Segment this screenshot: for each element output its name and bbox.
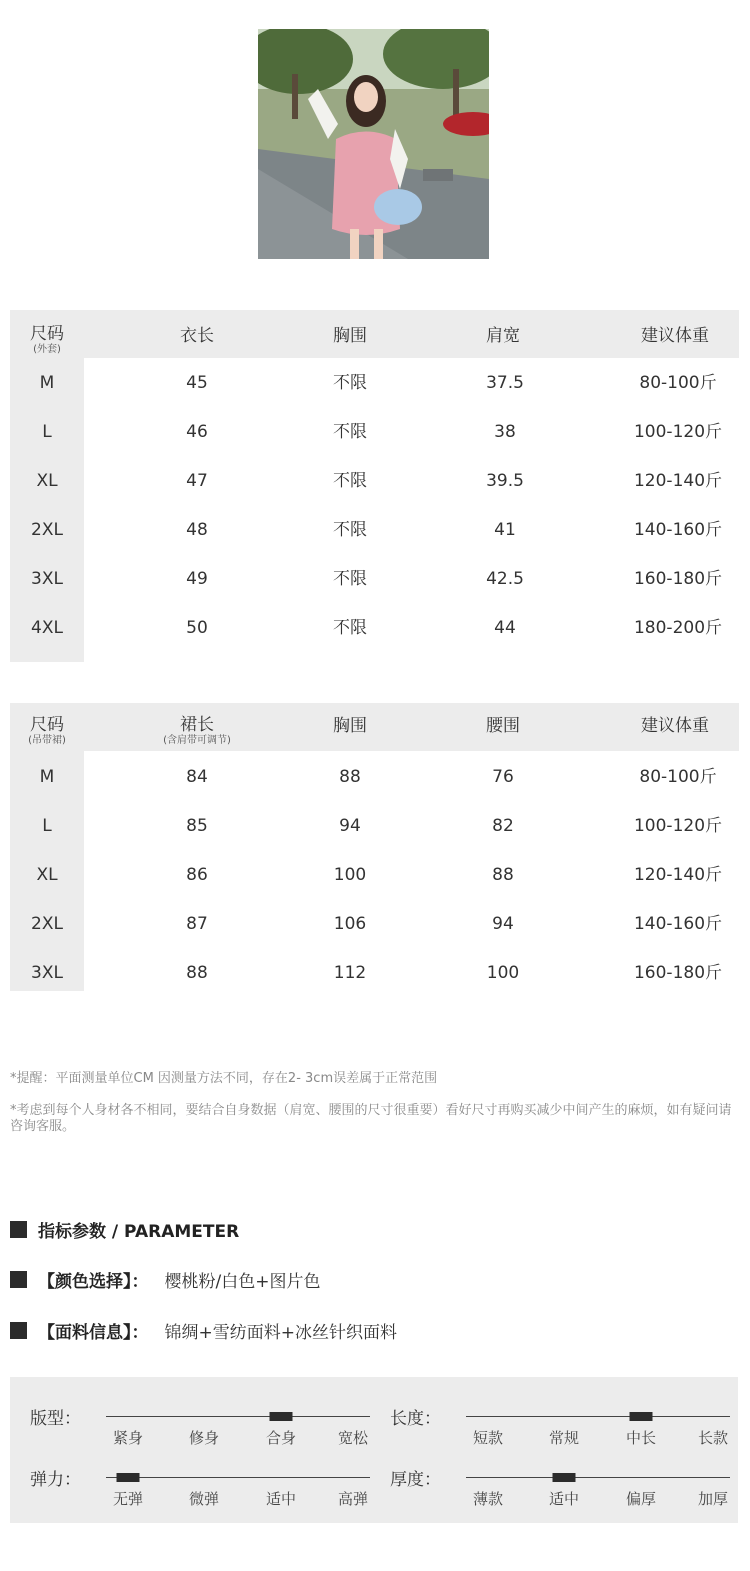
table-cell: 不限: [333, 422, 367, 442]
header-dress-length: 裙长 (含肩带可调节): [163, 715, 231, 746]
table-cell: 100: [486, 963, 520, 983]
scale-line: [466, 1477, 730, 1478]
table-cell: XL: [36, 471, 58, 491]
table-cell: 2XL: [31, 914, 63, 934]
measurement-note: *提醒：平面测量单位CM 因测量方法不同，存在2- 3cm误差属于正常范围: [10, 1071, 438, 1086]
scale-fit: 版型： 紧身 修身 合身 宽松: [30, 1409, 369, 1447]
fabric-info: 【面料信息】： 锦绸+雪纺面料+冰丝针织面料: [10, 1318, 397, 1342]
table-cell: 140-160斤: [633, 520, 723, 540]
table-cell: 不限: [333, 520, 367, 540]
header-shoulder: 肩宽: [486, 326, 520, 346]
scale-marker: [630, 1412, 653, 1421]
header-size: 尺码 (外套): [30, 324, 64, 355]
model-photo-illustration: [258, 29, 489, 259]
scale-option: 常规: [548, 1429, 580, 1447]
scale-line: [466, 1416, 730, 1417]
table-cell: 88: [339, 767, 361, 787]
table-cell: 82: [492, 816, 514, 836]
table-cell: 100-120斤: [633, 422, 723, 442]
table-cell: 112: [333, 963, 367, 983]
scale-option: 紧身: [112, 1429, 144, 1447]
header-waist: 腰围: [486, 716, 520, 736]
table-cell: 37.5: [486, 373, 524, 393]
table-cell: 100-120斤: [633, 816, 723, 836]
table-cell: 88: [186, 963, 208, 983]
size-table-outerwear: [10, 310, 739, 662]
table-cell: 39.5: [486, 471, 524, 491]
table-cell: 160-180斤: [633, 963, 723, 983]
table-cell: L: [42, 816, 52, 836]
size-advice-note: *考虑到每个人身材各不相同，要结合自身数据（肩宽、腰围的尺寸很重要）看好尺寸再购买减少中间产生的麻烦，如有疑问请咨询客服。: [10, 1103, 732, 1134]
product-photo: [258, 29, 489, 259]
scale-option: 加厚: [697, 1490, 729, 1508]
scale-length: 长度： 短款 常规 中长 长款: [390, 1409, 729, 1447]
table-cell: 140-160斤: [633, 914, 723, 934]
table-cell: 94: [492, 914, 514, 934]
scale-elasticity: 弹力： 无弹 微弹 适中 高弹: [30, 1470, 369, 1508]
scale-option: 薄款: [472, 1490, 504, 1508]
table-cell: 48: [186, 520, 208, 540]
header-weight: 建议体重: [641, 716, 709, 736]
table-cell: 41: [494, 520, 516, 540]
table-cell: M: [39, 373, 55, 393]
scale-thickness: 厚度： 薄款 适中 偏厚 加厚: [390, 1470, 729, 1508]
scale-line: [106, 1416, 370, 1417]
table-header-bg: [10, 703, 739, 751]
table-cell: 46: [186, 422, 208, 442]
table-cell: 47: [186, 471, 208, 491]
color-selection: 【颜色选择】： 樱桃粉/白色+图片色: [10, 1267, 320, 1291]
header-weight: 建议体重: [641, 326, 709, 346]
table-cell: 不限: [333, 373, 367, 393]
scale-option: 适中: [265, 1490, 297, 1508]
header-size: 尺码 (吊带裙): [28, 715, 66, 746]
parameter-heading: 指标参数 / PARAMETER: [10, 1217, 239, 1241]
scale-option: 中长: [625, 1429, 657, 1447]
scale-option: 适中: [548, 1490, 580, 1508]
table-cell: 45: [186, 373, 208, 393]
table-cell: 49: [186, 569, 208, 589]
scale-line: [106, 1477, 370, 1478]
table-cell: 不限: [333, 569, 367, 589]
scale-marker: [553, 1473, 576, 1482]
attribute-scales-panel: [10, 1377, 738, 1523]
scale-option: 长款: [697, 1429, 729, 1447]
table-cell: 3XL: [31, 963, 63, 983]
table-cell: L: [42, 422, 52, 442]
table-cell: 80-100斤: [639, 373, 717, 393]
scale-marker: [117, 1473, 140, 1482]
table-cell: 50: [186, 618, 208, 638]
table-cell: 180-200斤: [633, 618, 723, 638]
scale-option: 短款: [472, 1429, 504, 1447]
table-cell: 106: [333, 914, 367, 934]
header-bust: 胸围: [333, 716, 367, 736]
table-cell: 44: [494, 618, 516, 638]
header-bust: 胸围: [333, 326, 367, 346]
table-cell: 不限: [333, 471, 367, 491]
scale-option: 合身: [265, 1429, 297, 1447]
table-cell: 88: [492, 865, 514, 885]
table-cell: 3XL: [31, 569, 63, 589]
square-bullet-icon: [10, 1271, 27, 1288]
table-cell: 87: [186, 914, 208, 934]
square-bullet-icon: [10, 1322, 27, 1339]
table-cell: 85: [186, 816, 208, 836]
square-bullet-icon: [10, 1221, 27, 1238]
table-cell: 120-140斤: [633, 865, 723, 885]
scale-option: 修身: [188, 1429, 220, 1447]
scale-option: 微弹: [188, 1490, 220, 1508]
table-cell: XL: [36, 865, 58, 885]
table-cell: 不限: [333, 618, 367, 638]
table-cell: 160-180斤: [633, 569, 723, 589]
scale-option: 偏厚: [625, 1490, 657, 1508]
table-cell: 120-140斤: [633, 471, 723, 491]
scale-option: 无弹: [112, 1490, 144, 1508]
scale-option: 宽松: [337, 1429, 369, 1447]
table-cell: 84: [186, 767, 208, 787]
table-cell: 86: [186, 865, 208, 885]
table-header-bg: [10, 310, 739, 358]
scale-option: 高弹: [337, 1490, 369, 1508]
table-cell: M: [39, 767, 55, 787]
table-cell: 100: [333, 865, 367, 885]
header-length: 衣长: [180, 326, 214, 346]
table-cell: 38: [494, 422, 516, 442]
table-cell: 76: [492, 767, 514, 787]
table-cell: 4XL: [31, 618, 63, 638]
table-cell: 42.5: [486, 569, 524, 589]
table-cell: 80-100斤: [639, 767, 717, 787]
table-cell: 94: [339, 816, 361, 836]
scale-marker: [270, 1412, 293, 1421]
size-table-dress: [10, 703, 739, 991]
table-cell: 2XL: [31, 520, 63, 540]
